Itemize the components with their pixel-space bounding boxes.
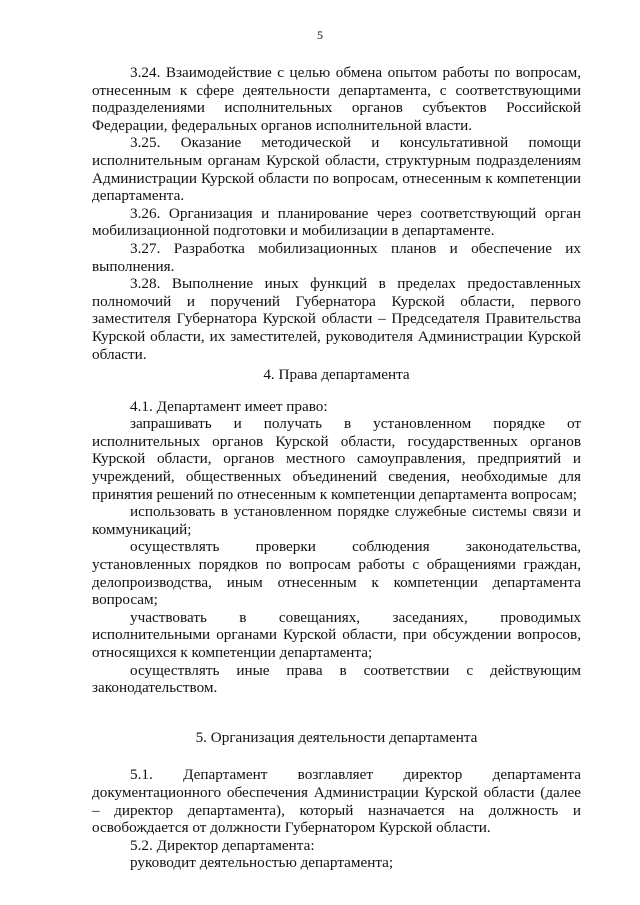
paragraph-3-25: 3.25. Оказание методической и консультативной помощи исполнительным органам Курской области, структурным подразделениям Администрации Курской области по вопросам, отнесенным к компетенции департамента. [92, 134, 581, 205]
paragraph-5-1: 5.1. Департамент возглавляет директор департамента документационного обеспечения Администрации Курской области (далее – директор департамента), который назначается на должность и освобождается от должности Губернатором Курской области. [92, 766, 581, 837]
paragraph-5-2: 5.2. Директор департамента: [130, 836, 315, 854]
rights-item-request-info: запрашивать и получать в установленном порядке от исполнительных органов Курской области, государственных органов Курской области, органов местного самоуправления, предприятий и учреждений, общественных объединений сведения, необходимые для принятия решений по отнесенным к компетенции департамента вопросам; [92, 415, 581, 503]
rights-item-other: осуществлять иные права в соответствии с действующим законодательством. [92, 661, 581, 697]
rights-item-inspections: осуществлять проверки соблюдения законодательства, установленных порядков по вопросам работы с обращениями граждан, делопроизводства, иным отнесенным к компетенции департамента вопросам; [92, 538, 581, 609]
rights-item-communications: использовать в установленном порядке служебные системы связи и коммуникаций; [92, 503, 581, 538]
paragraph-3-28: 3.28. Выполнение иных функций в пределах предоставленных полномочий и поручений Губернатора Курской области, первого заместителя Губернатора Курской области – Председателя Правительства Курской области, их заместителей, руководителя Администрации Курской области. [92, 275, 581, 363]
paragraph-3-27: 3.27. Разработка мобилизационных планов и обеспечение их выполнения. [92, 239, 581, 275]
page-number: 5 [317, 28, 323, 42]
section-5-heading: 5. Организация деятельности департамента [195, 728, 478, 746]
section-4-heading: 4. Права департамента [263, 366, 410, 384]
director-duty-item: руководит деятельностью департамента; [130, 854, 394, 872]
paragraph-3-26: 3.26. Организация и планирование через соответствующий орган мобилизационной подготовки и мобилизации в департаменте. [92, 204, 581, 240]
document-body [92, 64, 581, 872]
paragraph-4-1: 4.1. Департамент имеет право: [130, 397, 328, 415]
paragraph-3-24: 3.24. Взаимодействие с целью обмена опытом работы по вопросам, отнесенным к сфере деятельности департамента, с соответствующими подразделениями исполнительных органов субъектов Российской Федерации, федеральных органов исполнительной власти. [92, 64, 581, 134]
rights-item-meetings: участвовать в совещаниях, заседаниях, проводимых исполнительными органами Курской области, при обсуждении вопросов, относящихся к компетенции департамента; [92, 608, 581, 661]
